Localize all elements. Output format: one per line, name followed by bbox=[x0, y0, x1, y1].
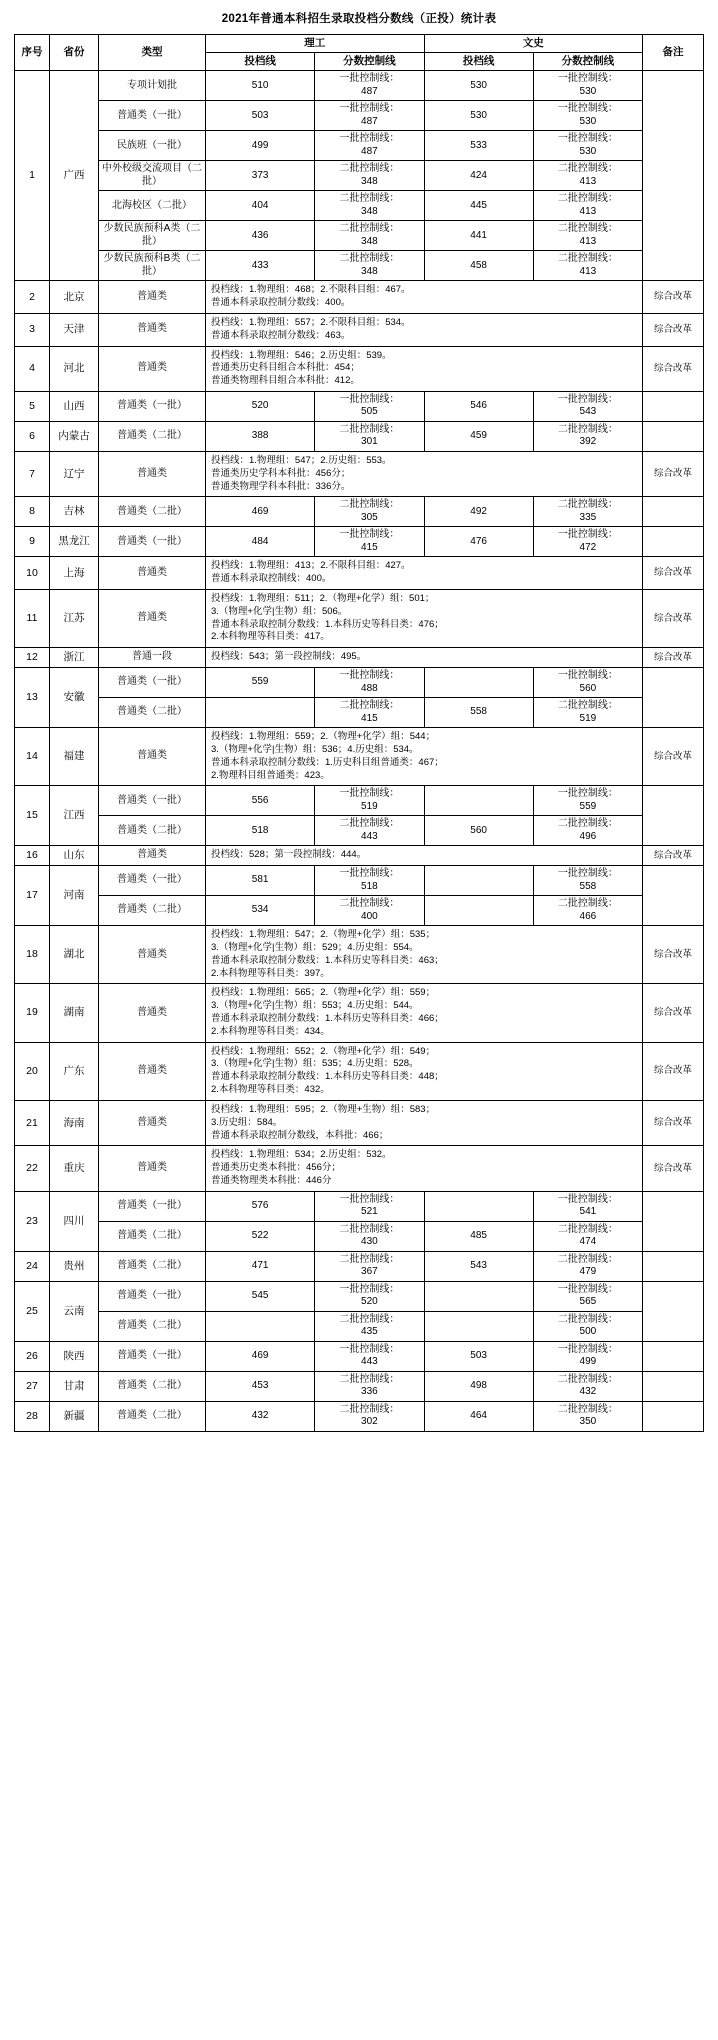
row-type: 普通类 bbox=[99, 281, 206, 314]
row-remark: 综合改革 bbox=[643, 984, 704, 1042]
row-index: 12 bbox=[15, 648, 50, 668]
row-type: 普通类（一批） bbox=[99, 786, 206, 816]
row-arts-control: 一批控制线： 560 bbox=[533, 668, 642, 698]
row-arts-score: 558 bbox=[424, 698, 533, 728]
row-province: 吉林 bbox=[50, 497, 99, 527]
row-index: 4 bbox=[15, 346, 50, 391]
row-arts-score: 530 bbox=[424, 101, 533, 131]
row-province: 湖南 bbox=[50, 984, 99, 1042]
row-province: 四川 bbox=[50, 1191, 99, 1251]
row-index: 11 bbox=[15, 590, 50, 648]
row-province: 浙江 bbox=[50, 648, 99, 668]
table-row bbox=[15, 71, 704, 101]
row-type: 普通类（一批） bbox=[99, 866, 206, 896]
row-type: 中外校级交流项目（二批） bbox=[99, 161, 206, 191]
row-arts-control: 二批控制线： 500 bbox=[533, 1311, 642, 1341]
row-index: 19 bbox=[15, 984, 50, 1042]
row-province: 海南 bbox=[50, 1100, 99, 1145]
row-type: 普通类 bbox=[99, 313, 206, 346]
table-row bbox=[15, 421, 704, 451]
table-row bbox=[15, 984, 704, 1042]
row-note: 投档线：1.物理组：546；2.历史组：539。 普通类历史科目组合本科批：454； 普通类物理科目组合本科批：412。 bbox=[206, 346, 643, 391]
row-remark: 综合改革 bbox=[643, 1042, 704, 1100]
row-type: 普通类（二批） bbox=[99, 1251, 206, 1281]
table-row bbox=[15, 1401, 704, 1431]
row-science-score: 559 bbox=[206, 668, 315, 698]
row-science-score: 499 bbox=[206, 131, 315, 161]
table-row bbox=[15, 896, 704, 926]
row-science-control: 一批控制线： 487 bbox=[315, 71, 424, 101]
row-note: 投档线：1.物理组：511；2.（物理+化学）组：501； 3.（物理+化学|生物）组：506。 普通本科录取控制分数线：1.本科历史等科目类：476； 2.本科物理等科目类：417。 bbox=[206, 590, 643, 648]
row-remark bbox=[643, 1251, 704, 1281]
row-remark bbox=[643, 1341, 704, 1371]
row-arts-score: 530 bbox=[424, 71, 533, 101]
row-science-control: 二批控制线： 443 bbox=[315, 816, 424, 846]
row-arts-control: 一批控制线： 541 bbox=[533, 1191, 642, 1221]
row-type: 普通一段 bbox=[99, 648, 206, 668]
row-science-control: 一批控制线： 487 bbox=[315, 101, 424, 131]
row-index: 27 bbox=[15, 1371, 50, 1401]
table-row bbox=[15, 1251, 704, 1281]
row-province: 黑龙江 bbox=[50, 527, 99, 557]
row-remark: 综合改革 bbox=[643, 846, 704, 866]
row-remark bbox=[643, 668, 704, 728]
header-science-control-line: 分数控制线 bbox=[315, 53, 424, 71]
row-note: 投档线：1.物理组：413；2.不限科目组：427。 普通本科录取控制线：400。 bbox=[206, 557, 643, 590]
row-science-score: 545 bbox=[206, 1281, 315, 1311]
row-province: 上海 bbox=[50, 557, 99, 590]
row-remark: 综合改革 bbox=[643, 281, 704, 314]
row-arts-control: 一批控制线： 472 bbox=[533, 527, 642, 557]
row-arts-control: 一批控制线： 565 bbox=[533, 1281, 642, 1311]
row-science-control: 二批控制线： 305 bbox=[315, 497, 424, 527]
row-science-control: 二批控制线： 348 bbox=[315, 191, 424, 221]
row-index: 28 bbox=[15, 1401, 50, 1431]
row-remark: 综合改革 bbox=[643, 313, 704, 346]
table-row bbox=[15, 590, 704, 648]
row-science-score: 556 bbox=[206, 786, 315, 816]
row-remark bbox=[643, 786, 704, 846]
row-type: 普通类（一批） bbox=[99, 101, 206, 131]
table-row bbox=[15, 866, 704, 896]
row-science-control: 一批控制线： 505 bbox=[315, 391, 424, 421]
row-arts-control: 二批控制线： 432 bbox=[533, 1371, 642, 1401]
row-type: 普通类 bbox=[99, 1146, 206, 1191]
row-remark: 综合改革 bbox=[643, 346, 704, 391]
row-arts-control: 一批控制线： 530 bbox=[533, 131, 642, 161]
row-type: 普通类 bbox=[99, 728, 206, 786]
row-arts-score bbox=[424, 1311, 533, 1341]
row-type: 少数民族预科B类（二批） bbox=[99, 251, 206, 281]
row-arts-control: 一批控制线： 559 bbox=[533, 786, 642, 816]
row-arts-score bbox=[424, 668, 533, 698]
row-arts-score: 476 bbox=[424, 527, 533, 557]
row-index: 2 bbox=[15, 281, 50, 314]
table-row bbox=[15, 451, 704, 496]
row-science-score: 522 bbox=[206, 1221, 315, 1251]
row-remark: 综合改革 bbox=[643, 926, 704, 984]
row-science-control: 二批控制线： 301 bbox=[315, 421, 424, 451]
row-province: 江苏 bbox=[50, 590, 99, 648]
row-index: 6 bbox=[15, 421, 50, 451]
table-row bbox=[15, 1221, 704, 1251]
row-type: 北海校区（二批） bbox=[99, 191, 206, 221]
row-arts-control: 二批控制线： 479 bbox=[533, 1251, 642, 1281]
row-type: 普通类 bbox=[99, 346, 206, 391]
row-type: 普通类 bbox=[99, 1100, 206, 1145]
row-index: 16 bbox=[15, 846, 50, 866]
table-row bbox=[15, 816, 704, 846]
page-title: 2021年普通本科招生录取投档分数线（正投）统计表 bbox=[221, 13, 497, 25]
row-province: 广东 bbox=[50, 1042, 99, 1100]
table-row bbox=[15, 1341, 704, 1371]
row-science-score: 469 bbox=[206, 497, 315, 527]
row-type: 普通类（二批） bbox=[99, 497, 206, 527]
row-science-control: 二批控制线： 336 bbox=[315, 1371, 424, 1401]
row-arts-control: 二批控制线： 466 bbox=[533, 896, 642, 926]
row-note: 投档线：1.物理组：547；2.（物理+化学）组：535； 3.（物理+化学|生物）组：529；4.历史组：554。 普通本科录取控制分数线：1.本科历史等科目类：463； 2.本科物理等科目类：397。 bbox=[206, 926, 643, 984]
row-type: 普通类（二批） bbox=[99, 1311, 206, 1341]
row-province: 辽宁 bbox=[50, 451, 99, 496]
row-science-control: 二批控制线： 302 bbox=[315, 1401, 424, 1431]
row-type: 民族班（一批） bbox=[99, 131, 206, 161]
row-province: 福建 bbox=[50, 728, 99, 786]
header-remark: 备注 bbox=[643, 35, 704, 71]
row-remark bbox=[643, 391, 704, 421]
row-province: 云南 bbox=[50, 1281, 99, 1341]
row-arts-score: 498 bbox=[424, 1371, 533, 1401]
row-type: 专项计划批 bbox=[99, 71, 206, 101]
row-science-control: 一批控制线： 487 bbox=[315, 131, 424, 161]
row-province: 湖北 bbox=[50, 926, 99, 984]
row-science-control: 二批控制线： 348 bbox=[315, 251, 424, 281]
row-science-score: 388 bbox=[206, 421, 315, 451]
row-science-score: 432 bbox=[206, 1401, 315, 1431]
row-science-control: 二批控制线： 348 bbox=[315, 161, 424, 191]
table-row bbox=[15, 1146, 704, 1191]
row-type: 普通类（一批） bbox=[99, 527, 206, 557]
row-province: 内蒙古 bbox=[50, 421, 99, 451]
row-index: 15 bbox=[15, 786, 50, 846]
row-science-score bbox=[206, 1311, 315, 1341]
row-arts-score: 560 bbox=[424, 816, 533, 846]
row-remark bbox=[643, 1401, 704, 1431]
row-science-control: 一批控制线： 521 bbox=[315, 1191, 424, 1221]
row-index: 22 bbox=[15, 1146, 50, 1191]
table-row bbox=[15, 648, 704, 668]
row-index: 10 bbox=[15, 557, 50, 590]
row-remark bbox=[643, 421, 704, 451]
row-type: 普通类（二批） bbox=[99, 698, 206, 728]
row-remark bbox=[643, 866, 704, 926]
row-province: 山东 bbox=[50, 846, 99, 866]
row-type: 普通类（一批） bbox=[99, 1191, 206, 1221]
row-arts-score bbox=[424, 1191, 533, 1221]
table-row bbox=[15, 251, 704, 281]
header-arts-control-line: 分数控制线 bbox=[533, 53, 642, 71]
row-arts-score: 546 bbox=[424, 391, 533, 421]
table-row bbox=[15, 786, 704, 816]
row-remark bbox=[643, 1281, 704, 1341]
row-index: 8 bbox=[15, 497, 50, 527]
row-arts-score: 424 bbox=[424, 161, 533, 191]
header-type: 类型 bbox=[99, 35, 206, 71]
row-arts-control: 二批控制线： 496 bbox=[533, 816, 642, 846]
table-row bbox=[15, 926, 704, 984]
row-type: 普通类（二批） bbox=[99, 1221, 206, 1251]
table-row bbox=[15, 668, 704, 698]
header-science-score-line: 投档线 bbox=[206, 53, 315, 71]
row-province: 北京 bbox=[50, 281, 99, 314]
row-note: 投档线：1.物理组：595；2.（物理+生物）组：583； 3.历史组：584。 普通本科录取控制分数线，本科批：466； bbox=[206, 1100, 643, 1145]
row-province: 安徽 bbox=[50, 668, 99, 728]
row-arts-score: 485 bbox=[424, 1221, 533, 1251]
row-science-control: 二批控制线： 415 bbox=[315, 698, 424, 728]
row-note: 投档线：1.物理组：547；2.历史组：553。 普通类历史学科本科批：456分； 普通类物理学科本科批：336分。 bbox=[206, 451, 643, 496]
row-index: 13 bbox=[15, 668, 50, 728]
row-science-score: 520 bbox=[206, 391, 315, 421]
table-row bbox=[15, 131, 704, 161]
row-index: 14 bbox=[15, 728, 50, 786]
row-index: 25 bbox=[15, 1281, 50, 1341]
row-science-score: 518 bbox=[206, 816, 315, 846]
row-remark bbox=[643, 1191, 704, 1251]
row-province: 河南 bbox=[50, 866, 99, 926]
row-science-score: 373 bbox=[206, 161, 315, 191]
row-science-score: 433 bbox=[206, 251, 315, 281]
row-index: 26 bbox=[15, 1341, 50, 1371]
row-arts-score: 445 bbox=[424, 191, 533, 221]
row-index: 5 bbox=[15, 391, 50, 421]
table-row bbox=[15, 1311, 704, 1341]
table-row bbox=[15, 698, 704, 728]
table-header bbox=[15, 35, 704, 71]
table-row bbox=[15, 161, 704, 191]
table-row bbox=[15, 728, 704, 786]
row-note: 投档线：1.物理组：565；2.（物理+化学）组：559； 3.（物理+化学|生物）组：553；4.历史组：544。 普通本科录取控制分数线：1.本科历史等科目类：466； 2.本科物理等科目类：434。 bbox=[206, 984, 643, 1042]
row-remark: 综合改革 bbox=[643, 557, 704, 590]
table-body bbox=[15, 71, 704, 1432]
row-science-control: 二批控制线： 435 bbox=[315, 1311, 424, 1341]
header-science-group: 理工 bbox=[206, 35, 425, 53]
row-note: 投档线：1.物理组：468；2.不限科目组：467。 普通本科录取控制分数线：400。 bbox=[206, 281, 643, 314]
row-arts-score: 533 bbox=[424, 131, 533, 161]
table-row bbox=[15, 313, 704, 346]
row-province: 天津 bbox=[50, 313, 99, 346]
table-row bbox=[15, 101, 704, 131]
row-remark bbox=[643, 71, 704, 281]
row-note: 投档线：1.物理组：559；2.（物理+化学）组：544； 3.（物理+化学|生物）组：536；4.历史组：534。 普通本科录取控制分数线：1.历史科目组普通类：467； 2.物理科目组普通类：423。 bbox=[206, 728, 643, 786]
table-row bbox=[15, 1042, 704, 1100]
row-science-control: 一批控制线： 488 bbox=[315, 668, 424, 698]
row-science-score: 471 bbox=[206, 1251, 315, 1281]
row-type: 普通类（一批） bbox=[99, 668, 206, 698]
table-row bbox=[15, 846, 704, 866]
row-type: 普通类 bbox=[99, 590, 206, 648]
row-type: 普通类（二批） bbox=[99, 1371, 206, 1401]
row-arts-score: 458 bbox=[424, 251, 533, 281]
row-science-score: 404 bbox=[206, 191, 315, 221]
row-note: 投档线：528；第一段控制线：444。 bbox=[206, 846, 643, 866]
table-row bbox=[15, 221, 704, 251]
header-row-1 bbox=[15, 35, 704, 53]
row-index: 20 bbox=[15, 1042, 50, 1100]
row-arts-score: 441 bbox=[424, 221, 533, 251]
row-arts-control: 二批控制线： 350 bbox=[533, 1401, 642, 1431]
row-arts-score bbox=[424, 786, 533, 816]
row-arts-score: 492 bbox=[424, 497, 533, 527]
row-arts-control: 二批控制线： 413 bbox=[533, 251, 642, 281]
row-index: 21 bbox=[15, 1100, 50, 1145]
row-note: 投档线：1.物理组：534；2.历史组：532。 普通类历史类本科批：456分； 普通类物理类本科批：446分 bbox=[206, 1146, 643, 1191]
row-arts-control: 二批控制线： 413 bbox=[533, 221, 642, 251]
row-remark: 综合改革 bbox=[643, 590, 704, 648]
row-type: 普通类（一批） bbox=[99, 1281, 206, 1311]
row-science-score: 469 bbox=[206, 1341, 315, 1371]
row-note: 投档线：543；第一段控制线：495。 bbox=[206, 648, 643, 668]
score-line-table bbox=[14, 34, 704, 1432]
row-type: 普通类 bbox=[99, 557, 206, 590]
row-arts-control: 一批控制线： 530 bbox=[533, 71, 642, 101]
row-remark: 综合改革 bbox=[643, 648, 704, 668]
row-arts-control: 二批控制线： 413 bbox=[533, 191, 642, 221]
row-remark: 综合改革 bbox=[643, 451, 704, 496]
row-science-control: 二批控制线： 348 bbox=[315, 221, 424, 251]
row-remark bbox=[643, 1371, 704, 1401]
row-type: 普通类（二批） bbox=[99, 1401, 206, 1431]
row-science-score: 484 bbox=[206, 527, 315, 557]
row-science-score: 581 bbox=[206, 866, 315, 896]
row-arts-control: 一批控制线： 530 bbox=[533, 101, 642, 131]
table-row bbox=[15, 1191, 704, 1221]
row-index: 23 bbox=[15, 1191, 50, 1251]
row-type: 普通类 bbox=[99, 984, 206, 1042]
row-arts-control: 一批控制线： 499 bbox=[533, 1341, 642, 1371]
row-type: 普通类（二批） bbox=[99, 421, 206, 451]
row-science-score: 534 bbox=[206, 896, 315, 926]
row-arts-score: 543 bbox=[424, 1251, 533, 1281]
row-science-control: 一批控制线： 519 bbox=[315, 786, 424, 816]
row-arts-score bbox=[424, 1281, 533, 1311]
row-remark bbox=[643, 527, 704, 557]
row-arts-control: 二批控制线： 335 bbox=[533, 497, 642, 527]
header-arts-score-line: 投档线 bbox=[424, 53, 533, 71]
row-remark: 综合改革 bbox=[643, 1146, 704, 1191]
table-row bbox=[15, 527, 704, 557]
row-province: 广西 bbox=[50, 71, 99, 281]
row-province: 新疆 bbox=[50, 1401, 99, 1431]
row-science-control: 二批控制线： 430 bbox=[315, 1221, 424, 1251]
row-science-control: 一批控制线： 518 bbox=[315, 866, 424, 896]
table-row bbox=[15, 1371, 704, 1401]
row-arts-score bbox=[424, 866, 533, 896]
row-type: 普通类 bbox=[99, 926, 206, 984]
row-science-score: 436 bbox=[206, 221, 315, 251]
row-arts-score: 459 bbox=[424, 421, 533, 451]
row-index: 7 bbox=[15, 451, 50, 496]
row-province: 江西 bbox=[50, 786, 99, 846]
row-science-control: 二批控制线： 400 bbox=[315, 896, 424, 926]
table-row bbox=[15, 391, 704, 421]
row-science-score: 576 bbox=[206, 1191, 315, 1221]
row-type: 普通类 bbox=[99, 846, 206, 866]
table-row bbox=[15, 281, 704, 314]
row-science-score: 503 bbox=[206, 101, 315, 131]
row-type: 普通类（二批） bbox=[99, 896, 206, 926]
row-science-control: 二批控制线： 367 bbox=[315, 1251, 424, 1281]
row-province: 重庆 bbox=[50, 1146, 99, 1191]
row-note: 投档线：1.物理组：552；2.（物理+化学）组：549； 3.（物理+化学|生物）组：535；4.历史组：528。 普通本科录取控制分数线：1.本科历史等科目类：448； 2.本科物理等科目类：432。 bbox=[206, 1042, 643, 1100]
row-science-control: 一批控制线： 520 bbox=[315, 1281, 424, 1311]
table-row bbox=[15, 1100, 704, 1145]
row-arts-control: 一批控制线： 558 bbox=[533, 866, 642, 896]
row-science-control: 一批控制线： 443 bbox=[315, 1341, 424, 1371]
header-province: 省份 bbox=[50, 35, 99, 71]
row-type: 普通类（一批） bbox=[99, 391, 206, 421]
row-remark: 综合改革 bbox=[643, 728, 704, 786]
row-arts-control: 一批控制线： 543 bbox=[533, 391, 642, 421]
row-remark bbox=[643, 497, 704, 527]
row-arts-score: 503 bbox=[424, 1341, 533, 1371]
row-type: 普通类（二批） bbox=[99, 816, 206, 846]
row-type: 普通类（一批） bbox=[99, 1341, 206, 1371]
row-science-score: 510 bbox=[206, 71, 315, 101]
row-science-score: 453 bbox=[206, 1371, 315, 1401]
row-province: 河北 bbox=[50, 346, 99, 391]
row-index: 1 bbox=[15, 71, 50, 281]
row-arts-control: 二批控制线： 413 bbox=[533, 161, 642, 191]
row-arts-score: 464 bbox=[424, 1401, 533, 1431]
row-arts-score bbox=[424, 896, 533, 926]
table-row bbox=[15, 557, 704, 590]
table-row bbox=[15, 346, 704, 391]
row-type: 普通类 bbox=[99, 1042, 206, 1100]
row-index: 24 bbox=[15, 1251, 50, 1281]
row-index: 9 bbox=[15, 527, 50, 557]
row-type: 普通类 bbox=[99, 451, 206, 496]
row-remark: 综合改革 bbox=[643, 1100, 704, 1145]
row-index: 18 bbox=[15, 926, 50, 984]
header-index: 序号 bbox=[15, 35, 50, 71]
table-row bbox=[15, 1281, 704, 1311]
row-arts-control: 二批控制线： 519 bbox=[533, 698, 642, 728]
row-index: 17 bbox=[15, 866, 50, 926]
row-index: 3 bbox=[15, 313, 50, 346]
row-province: 山西 bbox=[50, 391, 99, 421]
row-type: 少数民族预科A类（二批） bbox=[99, 221, 206, 251]
row-arts-control: 二批控制线： 474 bbox=[533, 1221, 642, 1251]
row-science-control: 一批控制线： 415 bbox=[315, 527, 424, 557]
row-province: 贵州 bbox=[50, 1251, 99, 1281]
row-arts-control: 二批控制线： 392 bbox=[533, 421, 642, 451]
table-row bbox=[15, 497, 704, 527]
row-science-score bbox=[206, 698, 315, 728]
row-province: 甘肃 bbox=[50, 1371, 99, 1401]
table-row bbox=[15, 191, 704, 221]
row-province: 陕西 bbox=[50, 1341, 99, 1371]
row-note: 投档线：1.物理组：557；2.不限科目组：534。 普通本科录取控制分数线：463。 bbox=[206, 313, 643, 346]
header-arts-group: 文史 bbox=[424, 35, 643, 53]
